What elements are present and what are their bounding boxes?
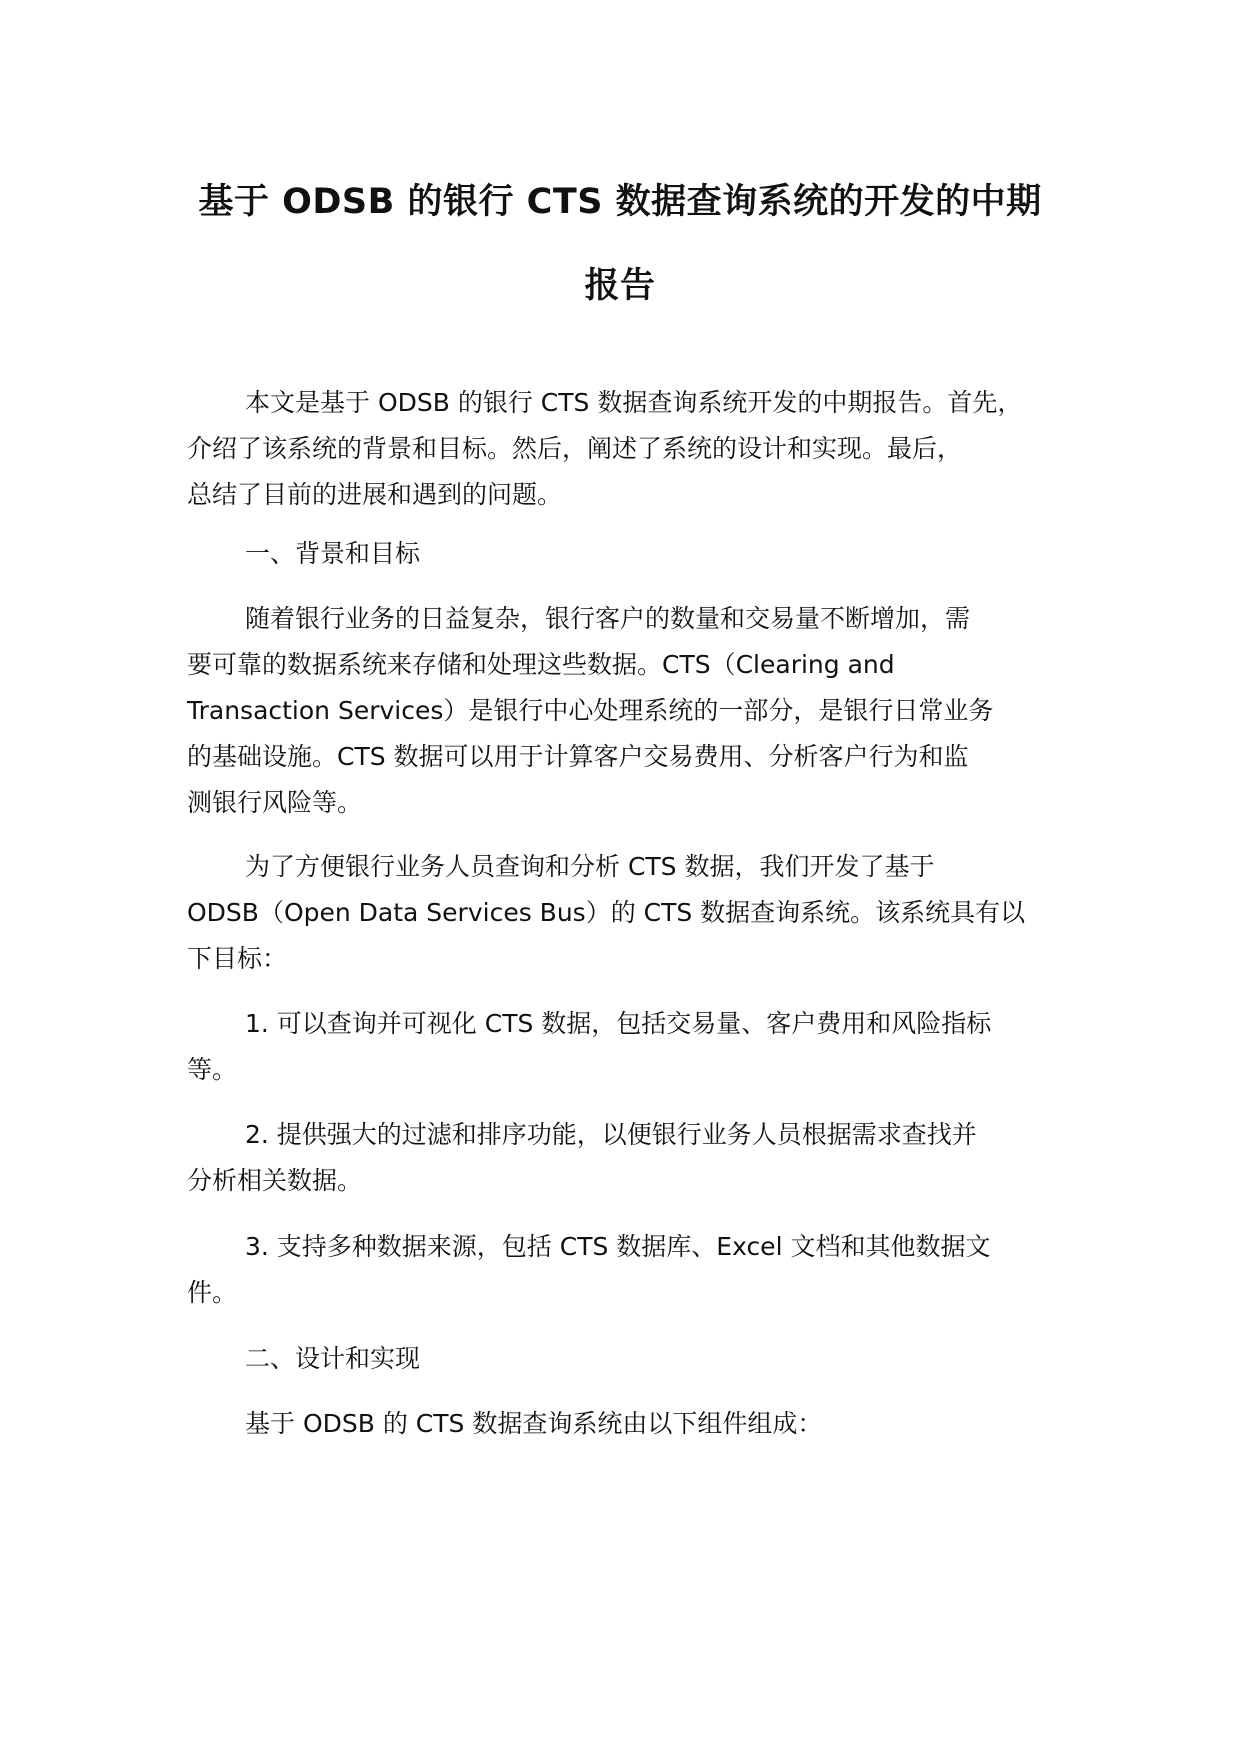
section-heading-design xyxy=(187,1336,1087,1382)
text-line: 下目标： xyxy=(187,944,288,973)
text-line: 的基础设施。CTS 数据可以用于计算客户交易费用、分析客户行为和监 xyxy=(187,742,969,771)
text-line: 本文是基于 ODSB 的银行 CTS 数据查询系统开发的中期报告。首先， xyxy=(245,388,1023,417)
text-line: ODSB（Open Data Services Bus）的 CTS 数据查询系统。该系统具有以 xyxy=(187,898,1026,927)
text-line: 3. 支持多种数据来源，包括 CTS 数据库、Excel 文档和其他数据文 xyxy=(245,1232,991,1261)
text-line: 基于 ODSB 的 CTS 数据查询系统由以下组件组成： xyxy=(245,1409,823,1438)
abstract-paragraph xyxy=(187,380,1087,518)
document-title-line-1: 基于 ODSB 的银行 CTS 数据查询系统的开发的中期 xyxy=(198,182,1042,222)
text-line: 1. 可以查询并可视化 CTS 数据，包括交易量、客户费用和风险指标 xyxy=(245,1009,992,1038)
text-line: Transaction Services）是银行中心处理系统的一部分，是银行日常业务 xyxy=(187,696,994,725)
text-line: 2. 提供强大的过滤和排序功能，以便银行业务人员根据需求查找并 xyxy=(245,1120,977,1149)
section-heading-text: 一、背景和目标 xyxy=(245,539,421,568)
text-line: 等。 xyxy=(187,1055,238,1084)
text-line: 件。 xyxy=(187,1278,238,1307)
goals-intro-paragraph xyxy=(187,844,1087,982)
background-paragraph xyxy=(187,596,1087,826)
section-heading-background xyxy=(187,531,1087,577)
text-line: 测银行风险等。 xyxy=(187,788,363,817)
goal-item-1 xyxy=(187,1001,1087,1093)
document-title-line-2: 报告 xyxy=(584,266,656,306)
text-line: 介绍了该系统的背景和目标。然后，阐述了系统的设计和实现。最后， xyxy=(187,434,963,463)
text-line: 总结了目前的进展和遇到的问题。 xyxy=(187,480,563,509)
goal-item-3 xyxy=(187,1224,1087,1316)
text-line: 为了方便银行业务人员查询和分析 CTS 数据，我们开发了基于 xyxy=(245,852,935,881)
section-heading-text: 二、设计和实现 xyxy=(245,1344,421,1373)
text-line: 要可靠的数据系统来存储和处理这些数据。CTS（Clearing and xyxy=(187,650,895,679)
text-line: 分析相关数据。 xyxy=(187,1166,363,1195)
components-intro-paragraph xyxy=(187,1401,1087,1447)
text-line: 随着银行业务的日益复杂，银行客户的数量和交易量不断增加，需 xyxy=(245,604,971,633)
goal-item-2 xyxy=(187,1112,1087,1204)
